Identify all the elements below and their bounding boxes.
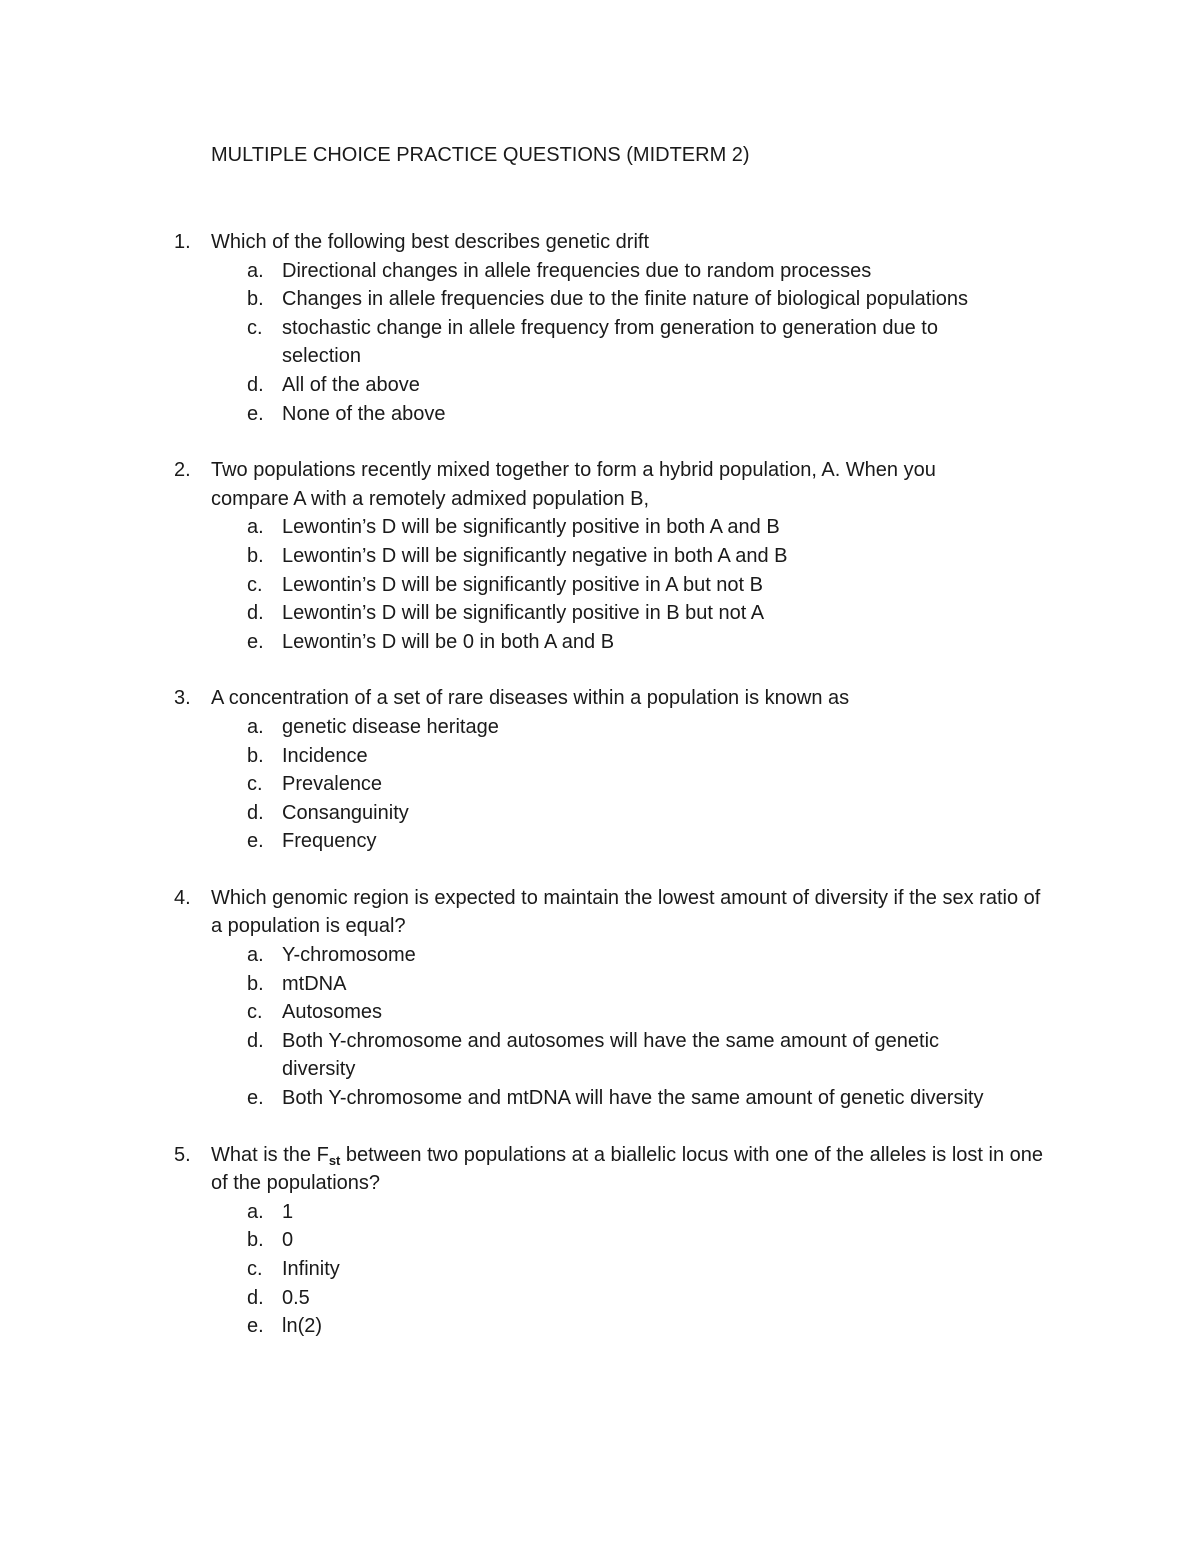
- question-4: [0, 884, 1200, 1113]
- option-a: [0, 513, 1200, 542]
- option-d: [0, 599, 1200, 628]
- question-text: Two populations recently mixed together to form a hybrid population, A. When you compare A with a remotely admixed population B,: [211, 459, 936, 510]
- option-c: [0, 314, 1200, 371]
- question-1: [0, 228, 1200, 428]
- option-text: Y-chromosome: [282, 944, 416, 967]
- question-text: [211, 1141, 1051, 1198]
- option-text: Lewontin’s D will be significantly positive in B but not A: [282, 602, 765, 625]
- option-b: [0, 1226, 1200, 1255]
- option-letter: b.: [247, 288, 264, 311]
- option-e: [0, 1084, 1200, 1113]
- option-text: None of the above: [282, 402, 446, 425]
- option-b: [0, 542, 1200, 571]
- option-text: Directional changes in allele frequencies due to random processes: [282, 259, 872, 282]
- option-text: ln(2): [282, 1315, 323, 1338]
- option-letter: b.: [247, 544, 264, 567]
- option-list: [0, 941, 1200, 1113]
- question-text: A concentration of a set of rare diseases within a population is known as: [211, 687, 850, 710]
- option-letter: c.: [247, 316, 263, 339]
- option-letter: c.: [247, 573, 263, 596]
- option-c: [0, 998, 1200, 1027]
- option-b: [0, 285, 1200, 314]
- option-letter: d.: [247, 801, 264, 824]
- option-e: [0, 827, 1200, 856]
- option-letter: a.: [247, 944, 264, 967]
- option-text: Consanguinity: [282, 801, 409, 824]
- option-text: Lewontin’s D will be significantly positive in A but not B: [282, 573, 764, 596]
- question-number: 1.: [174, 231, 191, 253]
- option-d: [0, 371, 1200, 400]
- option-c: [0, 1255, 1200, 1284]
- option-letter: a.: [247, 259, 264, 282]
- option-list: [0, 257, 1200, 429]
- option-letter: d.: [247, 602, 264, 625]
- option-letter: a.: [247, 1200, 264, 1223]
- option-text: stochastic change in allele frequency from generation to generation due to selection: [282, 316, 938, 368]
- question-text: Which of the following best describes genetic drift: [211, 231, 649, 253]
- question-list: [0, 228, 1200, 1369]
- option-text: Both Y-chromosome and autosomes will have the same amount of genetic diversity: [282, 1029, 940, 1081]
- option-list: [0, 1198, 1200, 1341]
- question-2: [0, 456, 1200, 656]
- option-d: [0, 1284, 1200, 1313]
- option-letter: b.: [247, 744, 264, 767]
- option-letter: a.: [247, 715, 264, 738]
- question-text: Which genomic region is expected to maintain the lowest amount of diversity if the sex ratio of a population is equal?: [211, 886, 1041, 938]
- option-e: [0, 1312, 1200, 1341]
- option-letter: e.: [247, 402, 264, 425]
- option-a: [0, 257, 1200, 286]
- option-text: Frequency: [282, 830, 377, 853]
- fst-subscript: st: [328, 1152, 341, 1168]
- option-letter: e.: [247, 630, 264, 653]
- option-c: [0, 770, 1200, 799]
- option-b: [0, 970, 1200, 999]
- option-letter: a.: [247, 516, 264, 539]
- option-list: [0, 513, 1200, 656]
- option-text: Both Y-chromosome and mtDNA will have the same amount of genetic diversity: [282, 1087, 984, 1110]
- option-letter: d.: [247, 1029, 264, 1052]
- option-text: genetic disease heritage: [282, 715, 499, 738]
- option-text: Lewontin’s D will be significantly positive in both A and B: [282, 516, 780, 539]
- option-c: [0, 571, 1200, 600]
- option-a: [0, 1198, 1200, 1227]
- option-letter: c.: [247, 1258, 263, 1280]
- option-text: 0: [282, 1229, 294, 1252]
- question-5: [0, 1141, 1200, 1341]
- option-text: Incidence: [282, 744, 368, 767]
- option-letter: c.: [247, 1001, 263, 1024]
- option-b: [0, 742, 1200, 771]
- option-letter: e.: [247, 830, 264, 853]
- question-text-after: between two populations at a biallelic locus with one of the alleles is lost in one of the populations?: [211, 1143, 1044, 1195]
- option-letter: b.: [247, 1229, 264, 1252]
- option-letter: c.: [247, 773, 263, 796]
- option-text: Prevalence: [282, 773, 383, 796]
- option-text: Lewontin’s D will be 0 in both A and B: [282, 630, 615, 653]
- option-text: Lewontin’s D will be significantly negative in both A and B: [282, 544, 788, 567]
- option-text: mtDNA: [282, 972, 347, 995]
- option-text: 1: [282, 1200, 294, 1223]
- option-e: [0, 628, 1200, 657]
- question-3: [0, 684, 1200, 856]
- option-letter: e.: [247, 1087, 264, 1110]
- option-letter: b.: [247, 972, 264, 995]
- option-a: [0, 941, 1200, 970]
- question-number: 3.: [174, 687, 191, 710]
- option-text: Changes in allele frequencies due to the finite nature of biological populations: [282, 288, 969, 311]
- option-text: All of the above: [282, 373, 420, 396]
- question-number: 4.: [174, 886, 191, 909]
- option-list: [0, 713, 1200, 856]
- option-d: [0, 1027, 1200, 1084]
- option-text: Autosomes: [282, 1001, 383, 1024]
- question-number: 5.: [174, 1143, 191, 1166]
- option-letter: d.: [247, 373, 264, 396]
- option-letter: e.: [247, 1315, 264, 1338]
- document-title: MULTIPLE CHOICE PRACTICE QUESTIONS (MIDTERM 2): [211, 144, 750, 166]
- option-text: 0.5: [282, 1286, 310, 1309]
- option-a: [0, 713, 1200, 742]
- option-d: [0, 799, 1200, 828]
- option-text: Infinity: [282, 1258, 340, 1280]
- option-e: [0, 400, 1200, 429]
- question-text-before: What is the F: [211, 1143, 329, 1166]
- question-number: 2.: [174, 459, 191, 482]
- option-letter: d.: [247, 1286, 264, 1309]
